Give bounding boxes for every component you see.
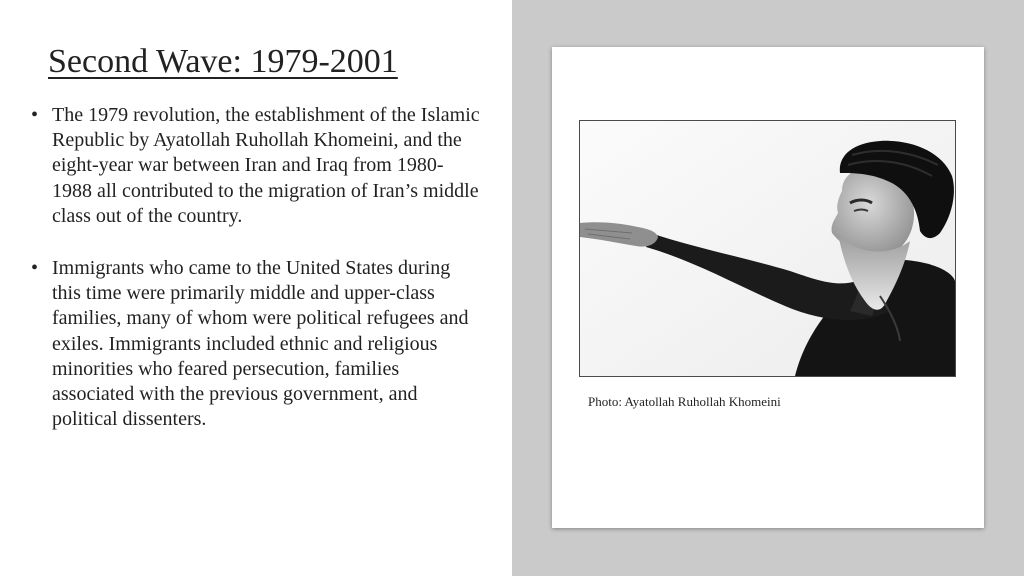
- bullet-text-1: The 1979 revolution, the establishment of the Islamic Republic by Ayatollah Ruhollah Khomeini, and the eight-year war between Iran and Iraq from 1980-1988 all contributed to the migration of Iran’s middle class out of the country.: [52, 104, 480, 227]
- bullet-item-2: [30, 256, 482, 432]
- bullet-list: [30, 103, 482, 459]
- bullet-marker: •: [31, 257, 39, 280]
- bullet-text-2: Immigrants who came to the United States during this time were primarily middle and upper-class families, many of whom were political refugees and exiles. Immigrants included ethnic and religious minorities who feared persecution, families associated with the previous government, and political dissenters.: [52, 257, 469, 431]
- photo-caption: Photo: Ayatollah Ruhollah Khomeini: [588, 394, 781, 409]
- bullet-marker: •: [31, 104, 39, 126]
- portrait-illustration: [580, 121, 955, 376]
- slide-title: Second Wave: 1979-2001: [48, 43, 398, 80]
- portrait-photo: [579, 120, 956, 377]
- bullet-item-1: [30, 103, 482, 229]
